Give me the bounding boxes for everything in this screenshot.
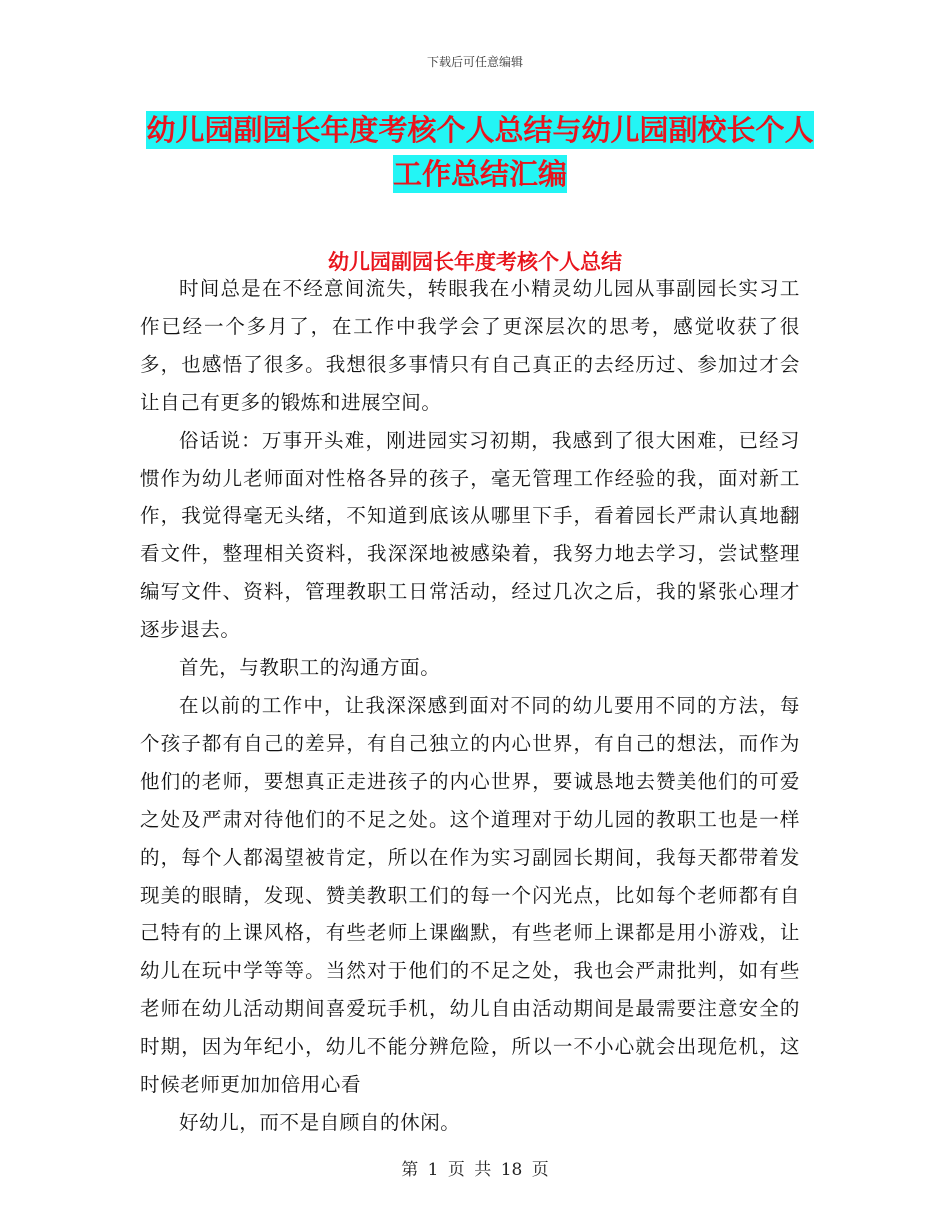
document-title-line-1: 幼儿园副园长年度考核个人总结与幼儿园副校长个人 xyxy=(146,113,814,147)
page-footer xyxy=(0,1155,950,1180)
header-note: 下载后可任意编辑 xyxy=(426,55,523,69)
page-label-mid: 页 共 xyxy=(447,1160,492,1180)
paragraph: 好幼儿，而不是自顾自的休闲。 xyxy=(179,1110,461,1134)
total-page-count: 18 xyxy=(500,1160,523,1180)
current-page-number: 1 xyxy=(427,1160,439,1180)
paragraph: 首先，与教职工的沟通方面。 xyxy=(179,656,441,680)
document-title-line-2: 工作总结汇编 xyxy=(392,157,567,191)
section-title: 幼儿园副园长年度考核个人总结 xyxy=(328,250,622,274)
paragraph: 俗话说：万事开头难，刚进园实习初期，我感到了很大困难，已经习惯作为幼儿老师面对性格各异的孩子，毫无管理工作经验的我，面对新工作，我觉得毫无头绪，不知道到底该从哪里下手，看着园长严肃认真地翻看文件，整理相关资料，我深深地被感染着，我努力地去学习，尝试整理编写文件、资料，管理教职工日常活动，经过几次之后，我的紧张心理才逐步退去。 xyxy=(140,428,800,642)
document-body xyxy=(140,270,800,1142)
paragraph: 在以前的工作中，让我深深感到面对不同的幼儿要用不同的方法，每个孩子都有自己的差异，有自己独立的内心世界，有自己的想法，而作为他们的老师，要想真正走进孩子的内心世界，要诚恳地去赞美他们的可爱之处及严肃对待他们的不足之处。这个道理对于幼儿园的教职工也是一样的，每个人都渴望被肯定，所以在作为实习副园长期间，我每天都带着发现美的眼睛，发现、赞美教职工们的每一个闪光点，比如每个老师都有自己特有的上课风格，有些老师上课幽默，有些老师上课都是用小游戏，让幼儿在玩中学等等。当然对于他们的不足之处，我也会严肃批判，如有些老师在幼儿活动期间喜爱玩手机，幼儿自由活动期间是最需要注意安全的时期，因为年纪小，幼儿不能分辨危险，所以一不小心就会出现危机，这时候老师更加加倍用心看 xyxy=(140,693,800,1097)
document-title xyxy=(140,108,820,196)
page-label-suffix: 页 xyxy=(531,1160,549,1180)
page-label-prefix: 第 xyxy=(401,1160,419,1180)
paragraph: 时间总是在不经意间流失，转眼我在小精灵幼儿园从事副园长实习工作已经一个多月了，在工作中我学会了更深层次的思考，感觉收获了很多，也感悟了很多。我想很多事情只有自己真正的去经历过、参加过才会让自己有更多的锻炼和进展空间。 xyxy=(140,277,800,414)
